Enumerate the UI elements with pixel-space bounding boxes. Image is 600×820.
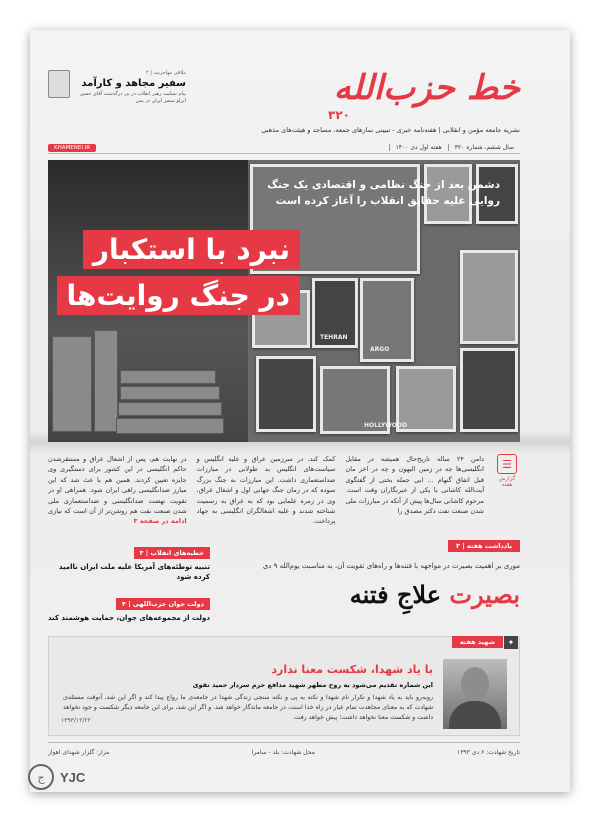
sidebar-item-label: خطبه‌های انقلاب | ۳ xyxy=(134,547,210,559)
issue-number: ۳۲۰ xyxy=(328,108,350,122)
weekly-note-title xyxy=(350,580,520,609)
sidebar-item-label: دولت جوان حزب‌اللهی | ۴ xyxy=(116,598,210,610)
report-column-1: دامن ۲۴ ساله تاریخ‌حال همیشه در مقابل انگلیسی‌ها جه در زمین الیهون و چه در اخر مان قبل اتفاق گنهام ... ایی جمله بختی از گفتگوی آیت‌الله کاشانی با یکی از خبرنگاران وقت است. مرحوم کاشانی سال‌ها پیش از آنکه در مبارزات ملی شدن صنعت نفت دکتر مصدق را xyxy=(345,455,484,515)
headline-line-2: در جنگ روایت‌ها xyxy=(57,276,300,315)
martyr-title: با یاد شهدا، شکست معنا ندارد xyxy=(271,663,433,676)
sidebar-item-sermons[interactable] xyxy=(48,540,210,583)
issue-info-bar xyxy=(48,142,520,154)
masthead-tagline: نشریه جامعه مؤمن و انقلابی | هفته‌نامه خبری - تبیینی نمازهای جمعه، مساجد و هیئت‌های مذهبی xyxy=(261,126,520,134)
issue-year: سال ششم، شماره ۳۲۰ xyxy=(448,144,520,151)
martyr-footer xyxy=(48,742,520,758)
ambassador-badge-icon xyxy=(48,70,70,98)
ambassador-section: ملاقی مهاجریت | ۲ xyxy=(145,70,186,76)
martyr-portrait xyxy=(443,659,507,729)
quote-date: ۱۳۹۳/۱۲/۲۲ xyxy=(61,717,91,724)
martyr-of-week xyxy=(48,636,520,736)
tehran-caption: TEHRAN xyxy=(320,334,348,341)
report-column-2: کمک کند، در سرزمین عراق و علیه انگلیس و سیاست‌های انگلیس بد طولانی در مبارزات ضداستعماری داشت. این مبارزات به جنگ بزرگ سوده که در زمان جنگ جهانی اول و اشغال عراق، وی در زمره علمایی بود که به عراق به رسمیت شناخته شدند و علیه اشغالگران انگلیسی به جهاد پرداخت. xyxy=(196,455,336,526)
yjc-watermark xyxy=(28,764,85,790)
sidebar-item-government[interactable] xyxy=(48,591,210,624)
book-stack xyxy=(118,402,222,416)
cleric-portrait xyxy=(256,356,316,432)
sidebar-teasers xyxy=(48,540,210,628)
site-link[interactable]: KHAMENEI.IR xyxy=(48,144,96,152)
yjc-logo-icon: ج xyxy=(28,764,54,790)
martyrdom-place: محل شهادت: بلد - سامرا xyxy=(251,748,315,756)
report-columns xyxy=(48,454,520,532)
report-icon: ☰ xyxy=(497,454,517,474)
book-stack xyxy=(116,418,224,434)
grave-location: مزار: گلزار شهدای اهواز xyxy=(48,748,110,756)
hero-subheadline: دشمن بعد از جنگ نظامی و اقتصادی یک جنگ روایی علیه حقایق انقلاب را آغاز کرده است xyxy=(267,179,500,207)
book-stack xyxy=(94,330,118,432)
sidebar-item-text: تنبیه توطئه‌های آمریکا علیه ملت ایران ناامید کرده شود xyxy=(58,563,210,581)
book-stack xyxy=(120,386,220,400)
martyr-intro: این شماره تقدیم می‌شود به روح مطهر شهید مدافع حرم سردار حمید تقوی xyxy=(192,681,433,689)
book-stack xyxy=(52,336,92,432)
ambassador-description: پیام تسلیت رهبر انقلاب در پی درگذشت آقای حسن ایرلو سفیر ایران در یمن xyxy=(80,91,186,104)
martyr-section-icon: ✦ xyxy=(504,636,518,649)
martyr-label: شهید هفته xyxy=(452,636,503,648)
report-column-3 xyxy=(48,454,187,532)
archive-photo xyxy=(460,348,518,432)
report-column-3-text: در نهایت هم، پس از اشغال عراق و مستقرشدن حاکم انگلیسی در این کشور برای دستگیری وی جایزه تعیین کردند. همین هم با عث شد که این مبارز ضدانگلیسی راهی ایران شود. همراهی او در تقویت نهضت ضدانگلیسی و ضداستعماری ملی شدن صنعت نفت هم روشن‌تر از آن است که نیازی xyxy=(47,455,187,515)
sidebar-item-text: دولت از مجموعه‌های جوان، حمایت هوشمند کند xyxy=(48,613,210,622)
newspaper-logo: خط حزب‌الله xyxy=(333,68,520,108)
martyrdom-date: تاریخ شهادت: ۶ دی ۱۳۹۳ xyxy=(456,748,520,756)
weekly-note-title-accent: بصیرت xyxy=(449,580,520,609)
weekly-report-label: گزارش هفته xyxy=(498,476,516,488)
group-photo xyxy=(460,250,518,344)
portrait-face xyxy=(461,667,489,701)
weekly-note-kicker: موری بر اهمیت بصیرت در مواجهه با فتنه‌ها و راه‌های تقویت آن، به مناسبت یوم‌الله ۹ دی xyxy=(262,562,520,570)
masthead xyxy=(48,62,520,134)
issue-week: هفته اول دی ۱۴۰۰ xyxy=(389,144,448,151)
martyr-quote: روبه‌رو باید به یاد شهدا و تکرار نام شهدا و نکته به پی و نکته سنجی زندگی شهدا در جامعه‌ی ما رواج پیدا کند و اگر این شد، آنوقت مسئله‌ی شهادت که به معنای مجاهدت تمام عیار در راه خدا است، در جامعه ماندگار خواهد شد. و اگر این شد، برای این جامعه دیگر شکست و جود نخواهد داشت و شکست معنا نخواهد داشت؛ پیش خواهد رفت. xyxy=(63,694,433,721)
weekly-note-label: یادداشت هفته | ۳ xyxy=(448,540,520,552)
yjc-text: YJC xyxy=(60,769,86,785)
weekly-note[interactable] xyxy=(218,540,520,628)
weekly-report-marker xyxy=(494,454,520,532)
book-stack xyxy=(120,370,216,384)
ambassador-teaser[interactable] xyxy=(76,70,186,104)
portrait-body xyxy=(449,701,501,729)
headline-line-1: نبرد با استکبار xyxy=(83,230,300,269)
weekly-note-title-rest: علاجِ فتنه xyxy=(349,580,442,609)
argo-caption: ARGO xyxy=(370,346,390,353)
hero-image xyxy=(48,160,520,442)
continue-link[interactable]: ادامه در صفحه ۳ xyxy=(133,517,187,526)
hollywood-caption: HOLLYWOOD xyxy=(364,422,407,429)
ambassador-title: سفیر مجاهد و کارآمد xyxy=(81,78,186,89)
